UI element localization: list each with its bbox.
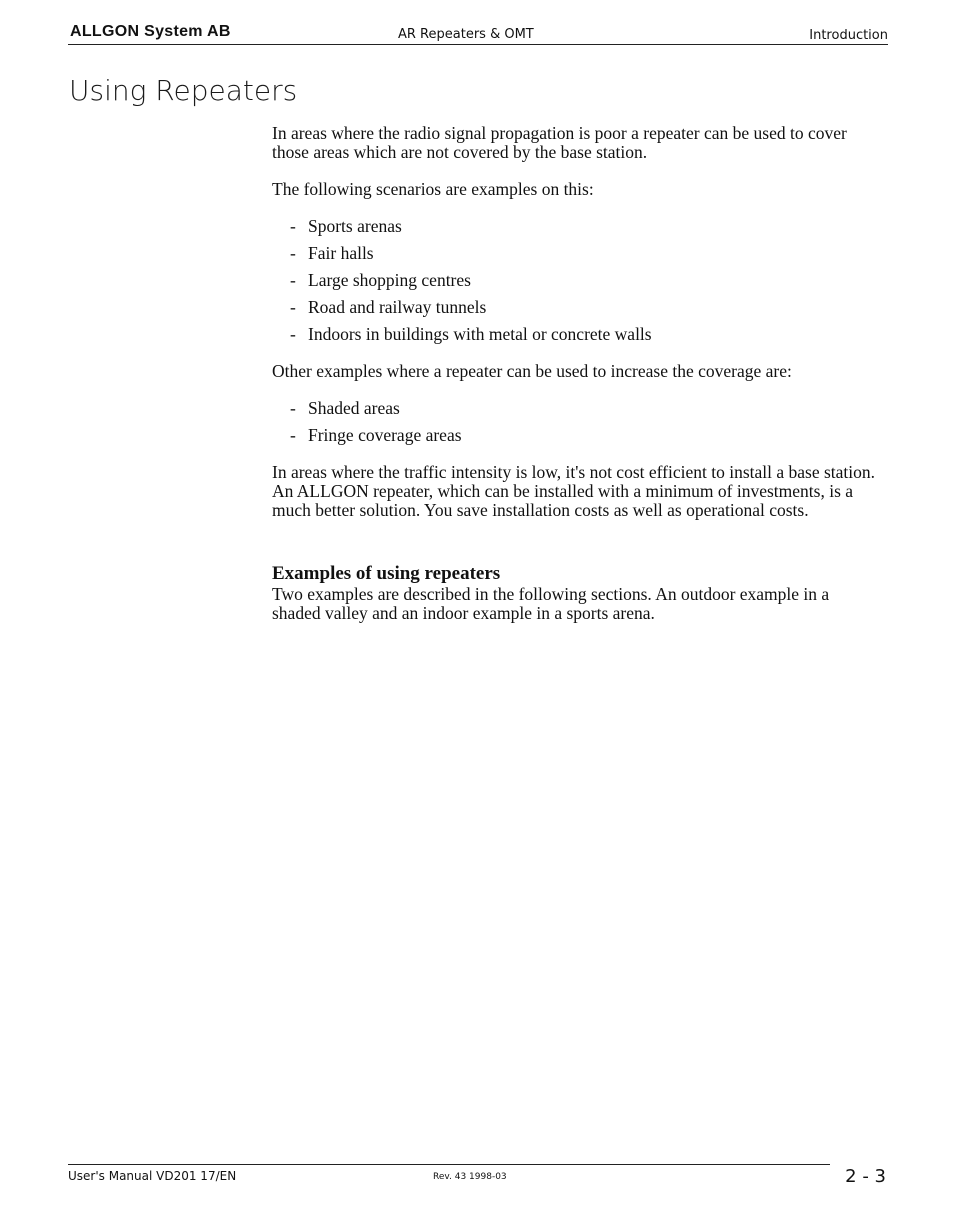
list-item: - Sports arenas [290,216,402,236]
header-product: AR Repeaters & OMT [398,27,534,42]
other-examples-intro: Other examples where a repeater can be used to increase the coverage are: [272,361,792,381]
footer-manual: User's Manual VD201 17/EN [68,1169,237,1183]
intro-paragraph: In areas where the radio signal propagation is poor a repeater can be used to cover those areas which are not covered by the base station. [272,123,847,162]
list-item: - Large shopping centres [290,270,471,290]
bullet-dash: - [290,243,296,263]
document-body [272,124,882,641]
bullet-dash: - [290,425,296,445]
scenario-list [272,217,882,344]
bullet-dash: - [290,216,296,236]
section-paragraph: Two examples are described in the following sections. An outdoor example in a shaded valley and an indoor example in a sports arena. [272,584,830,623]
header-chapter: Introduction [809,28,888,43]
list-item: - Indoors in buildings with metal or concrete walls [290,324,652,344]
header-divider [68,44,888,45]
other-examples-list [272,399,882,445]
page-number: 2 - 3 [845,1166,886,1187]
list-item: - Fringe coverage areas [290,425,462,445]
scenarios-intro: The following scenarios are examples on this: [272,179,594,199]
header-company: ALLGON System AB [70,23,231,40]
footer-divider [68,1164,830,1165]
bullet-dash: - [290,398,296,418]
cost-paragraph: In areas where the traffic intensity is low, it's not cost efficient to install a base station. An ALLGON repeater, which can be installed with a minimum of investments, is a much better solution. You save installation costs as well as operational costs. [272,462,876,520]
list-item: - Shaded areas [290,398,400,418]
bullet-dash: - [290,324,296,344]
list-item: - Fair halls [290,243,374,263]
list-item: - Road and railway tunnels [290,297,487,317]
footer-revision: Rev. 43 1998-03 [433,1172,507,1182]
page-title: Using Repeaters [69,74,298,107]
section-heading: Examples of using repeaters [272,563,501,584]
bullet-dash: - [290,270,296,290]
bullet-dash: - [290,297,296,317]
